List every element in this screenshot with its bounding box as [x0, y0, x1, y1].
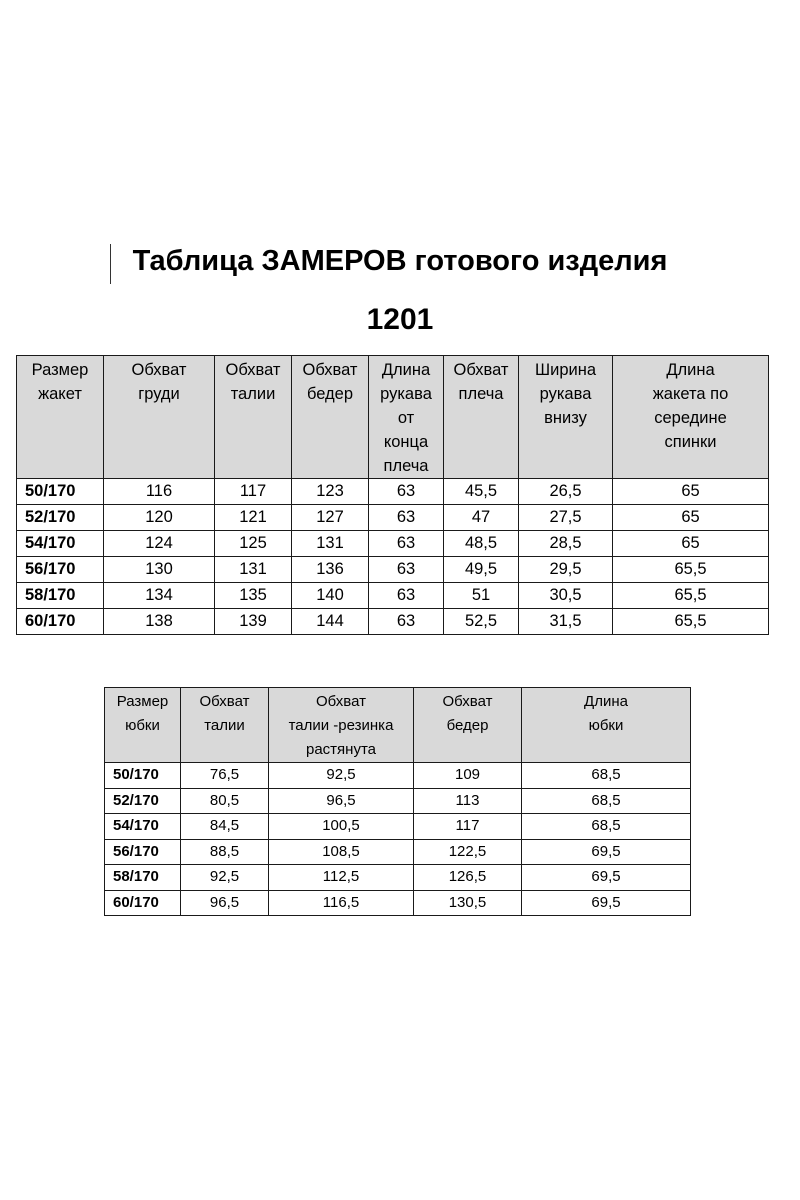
table-cell: 63: [369, 609, 444, 635]
table-cell: 139: [215, 609, 292, 635]
table-cell: 80,5: [181, 788, 269, 814]
table-cell: 122,5: [414, 839, 522, 865]
table-cell: 108,5: [269, 839, 414, 865]
table-cell: 92,5: [181, 865, 269, 891]
table-cell: 134: [104, 583, 215, 609]
table-cell: 31,5: [519, 609, 613, 635]
table-cell: 116,5: [269, 890, 414, 916]
table-cell: 84,5: [181, 814, 269, 840]
table-cell: 69,5: [522, 890, 691, 916]
table-cell: 68,5: [522, 814, 691, 840]
table-cell: 26,5: [519, 479, 613, 505]
size-cell: 50/170: [17, 479, 104, 505]
header-cell: Обхват плеча: [444, 356, 519, 479]
table-cell: 65: [613, 505, 769, 531]
header-cell: Длина рукава от конца плеча: [369, 356, 444, 479]
table-cell: 65: [613, 479, 769, 505]
table-row: [17, 609, 769, 635]
table-row: [105, 865, 691, 891]
header-cell: Длина юбки: [522, 688, 691, 763]
table-cell: 126,5: [414, 865, 522, 891]
table-row: [17, 479, 769, 505]
table-cell: 68,5: [522, 788, 691, 814]
table-row: [17, 531, 769, 557]
table-cell: 121: [215, 505, 292, 531]
table-cell: 113: [414, 788, 522, 814]
table-row: [105, 890, 691, 916]
table-cell: 27,5: [519, 505, 613, 531]
table-cell: 112,5: [269, 865, 414, 891]
table-cell: 131: [292, 531, 369, 557]
table-cell: 135: [215, 583, 292, 609]
table-row: [105, 839, 691, 865]
table-cell: 125: [215, 531, 292, 557]
table-cell: 117: [414, 814, 522, 840]
table-cell: 76,5: [181, 763, 269, 789]
size-cell: 58/170: [105, 865, 181, 891]
table-cell: 65,5: [613, 557, 769, 583]
header-cell: Обхват бедер: [414, 688, 522, 763]
size-cell: 56/170: [17, 557, 104, 583]
table-cell: 45,5: [444, 479, 519, 505]
table-cell: 96,5: [181, 890, 269, 916]
table-cell: 52,5: [444, 609, 519, 635]
header-cell: Размер жакет: [17, 356, 104, 479]
table-row: [17, 557, 769, 583]
table-cell: 144: [292, 609, 369, 635]
table-cell: 117: [215, 479, 292, 505]
header-cell: Длина жакета по середине спинки: [613, 356, 769, 479]
table-row: [105, 763, 691, 789]
table-cell: 63: [369, 479, 444, 505]
table-row: [17, 583, 769, 609]
table-cell: 136: [292, 557, 369, 583]
table-cell: 47: [444, 505, 519, 531]
table-cell: 69,5: [522, 865, 691, 891]
table-cell: 51: [444, 583, 519, 609]
table-cell: 123: [292, 479, 369, 505]
size-cell: 52/170: [17, 505, 104, 531]
table-cell: 140: [292, 583, 369, 609]
header-cell: Обхват груди: [104, 356, 215, 479]
table-cell: 65: [613, 531, 769, 557]
table-cell: 28,5: [519, 531, 613, 557]
skirt-measurements-table: [104, 687, 691, 916]
table-cell: 48,5: [444, 531, 519, 557]
table-cell: 92,5: [269, 763, 414, 789]
size-cell: 50/170: [105, 763, 181, 789]
table-cell: 120: [104, 505, 215, 531]
table-cell: 30,5: [519, 583, 613, 609]
table-cell: 29,5: [519, 557, 613, 583]
table-cell: 127: [292, 505, 369, 531]
header-cell: Ширина рукава внизу: [519, 356, 613, 479]
size-cell: 58/170: [17, 583, 104, 609]
size-cell: 54/170: [105, 814, 181, 840]
table-cell: 116: [104, 479, 215, 505]
size-cell: 56/170: [105, 839, 181, 865]
table-cell: 130,5: [414, 890, 522, 916]
size-cell: 60/170: [105, 890, 181, 916]
table-cell: 63: [369, 583, 444, 609]
table-cell: 130: [104, 557, 215, 583]
table-cell: 131: [215, 557, 292, 583]
header-cell: Обхват талии -резинка растянута: [269, 688, 414, 763]
header-cell: Обхват бедер: [292, 356, 369, 479]
header-cell: Обхват талии: [181, 688, 269, 763]
table-cell: 124: [104, 531, 215, 557]
table-cell: 63: [369, 505, 444, 531]
table-row: [17, 505, 769, 531]
size-cell: 54/170: [17, 531, 104, 557]
header-cell: Размер юбки: [105, 688, 181, 763]
header-cell: Обхват талии: [215, 356, 292, 479]
table-cell: 65,5: [613, 609, 769, 635]
model-number: 1201: [366, 303, 434, 336]
size-cell: 52/170: [105, 788, 181, 814]
table-cell: 100,5: [269, 814, 414, 840]
table-cell: 65,5: [613, 583, 769, 609]
table-cell: 68,5: [522, 763, 691, 789]
page-title: Таблица ЗАМЕРОВ готового изделия: [132, 245, 668, 277]
table-cell: 69,5: [522, 839, 691, 865]
table-header-row: [105, 688, 691, 763]
table-cell: 109: [414, 763, 522, 789]
table-row: [105, 814, 691, 840]
table-row: [105, 788, 691, 814]
table-cell: 88,5: [181, 839, 269, 865]
table-cell: 49,5: [444, 557, 519, 583]
table-header-row: [17, 356, 769, 479]
size-cell: 60/170: [17, 609, 104, 635]
table-cell: 138: [104, 609, 215, 635]
table-cell: 63: [369, 557, 444, 583]
table-cell: 96,5: [269, 788, 414, 814]
jacket-measurements-table: [16, 355, 769, 635]
table-cell: 63: [369, 531, 444, 557]
